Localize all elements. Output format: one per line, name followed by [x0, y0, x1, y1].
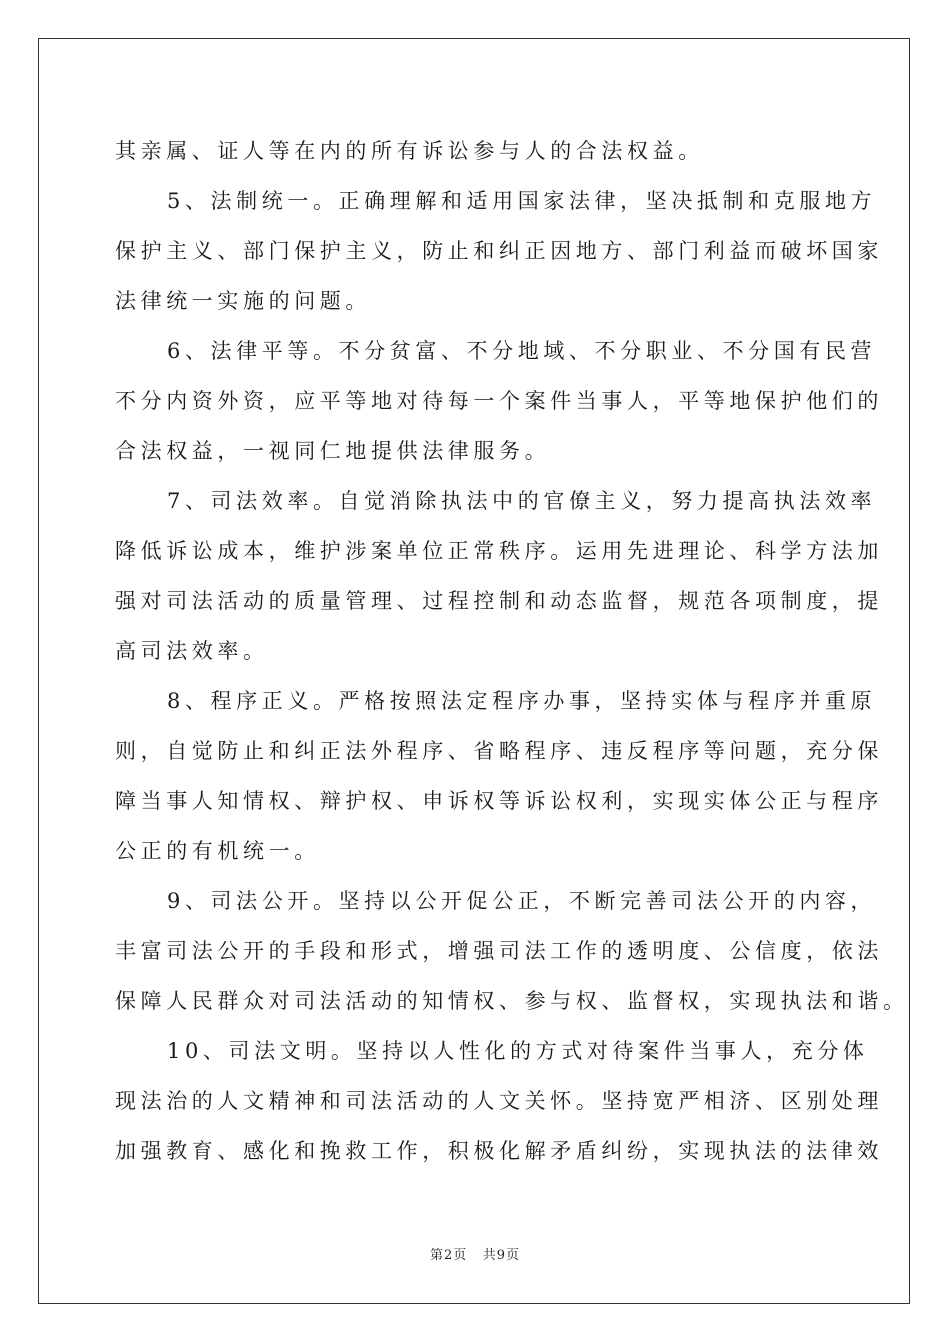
text-line: 障当事人知情权、辩护权、申诉权等诉讼权利，实现实体公正与程序 — [115, 789, 883, 813]
paragraph-6-line: 6、法律平等。不分贫富、不分地域、不分职业、不分国有民营 — [167, 339, 877, 363]
text-line: 公正的有机统一。 — [115, 839, 320, 863]
text-line: 合法权益，一视同仁地提供法律服务。 — [115, 439, 551, 463]
page-total: 共9页 — [482, 1248, 520, 1263]
text-line: 法律统一实施的问题。 — [115, 289, 371, 313]
text-line: 现法治的人文精神和司法活动的人文关怀。坚持宽严相济、区别处理 — [115, 1089, 883, 1113]
text-line: 降低诉讼成本，维护涉案单位正常秩序。运用先进理论、科学方法加 — [115, 539, 883, 563]
text-line: 加强教育、感化和挽救工作，积极化解矛盾纠纷，实现执法的法律效 — [115, 1139, 883, 1163]
text-line: 则，自觉防止和纠正法外程序、省略程序、违反程序等问题，充分保 — [115, 739, 883, 763]
text-line: 保障人民群众对司法活动的知情权、参与权、监督权，实现执法和谐。 — [115, 989, 909, 1013]
text-line: 其亲属、证人等在内的所有诉讼参与人的合法权益。 — [115, 139, 704, 163]
text-line: 丰富司法公开的手段和形式，增强司法工作的透明度、公信度，依法 — [115, 939, 883, 963]
text-line: 不分内资外资，应平等地对待每一个案件当事人，平等地保护他们的 — [115, 389, 883, 413]
document-body — [115, 126, 909, 1176]
paragraph-7-line: 7、司法效率。自觉消除执法中的官僚主义，努力提高执法效率 — [167, 489, 877, 513]
page-footer — [0, 1244, 950, 1263]
paragraph-10-line: 10、司法文明。坚持以人性化的方式对待案件当事人，充分体 — [167, 1039, 869, 1063]
paragraph-8-line: 8、程序正义。严格按照法定程序办事，坚持实体与程序并重原 — [167, 689, 877, 713]
text-line: 强对司法活动的质量管理、过程控制和动态监督，规范各项制度，提 — [115, 589, 883, 613]
paragraph-5-line: 5、法制统一。正确理解和适用国家法律，坚决抵制和克服地方 — [167, 189, 877, 213]
text-line: 高司法效率。 — [115, 639, 269, 663]
text-line: 保护主义、部门保护主义，防止和纠正因地方、部门利益而破坏国家 — [115, 239, 883, 263]
paragraph-9-line: 9、司法公开。坚持以公开促公正，不断完善司法公开的内容， — [167, 889, 877, 913]
page-number: 第2页 — [430, 1248, 468, 1263]
